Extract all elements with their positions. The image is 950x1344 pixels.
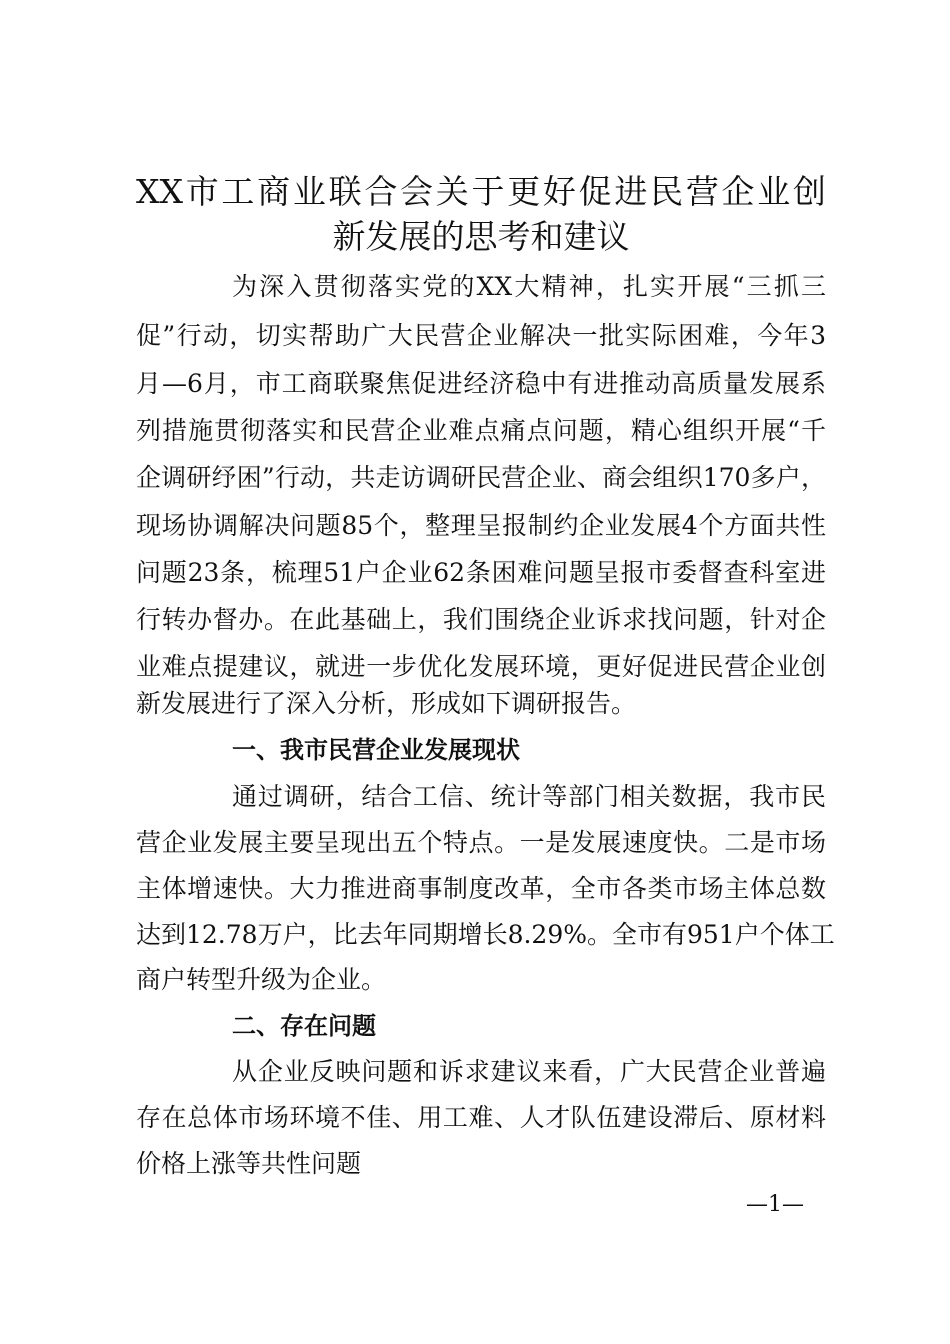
paragraph-line: 企调研纾困”行动，共走访调研民营企业、商会组织170多户， [136,463,826,492]
paragraph-line: 列措施贯彻落实和民营企业难点痛点问题，精心组织开展“千 [136,416,826,445]
paragraph-line: 新发展进行了深入分析，形成如下调研报告。 [136,689,637,718]
paragraph-line: 业难点提建议，就进一步优化发展环境，更好促进民营企业创 [136,652,826,681]
document-title-line-1: XX市工商业联合会关于更好促进民营企业创 [136,172,826,211]
paragraph-line: 现场协调解决问题85个，整理呈报制约企业发展4个方面共性 [136,511,826,540]
page-number: —1— [746,1192,804,1217]
paragraph-line: 为深入贯彻落实党的XX大精神，扎实开展“三抓三 [232,272,826,301]
paragraph-line: 主体增速快。大力推进商事制度改革，全市各类市场主体总数 [136,874,826,903]
paragraph-line: 营企业发展主要呈现出五个特点。一是发展速度快。二是市场 [136,828,826,857]
paragraph-line: 问题23条，梳理51户企业62条困难问题呈报市委督查科室进 [136,558,826,587]
paragraph-line: 通过调研，结合工信、统计等部门相关数据，我市民 [232,782,826,811]
paragraph-line: 月—6月，市工商联聚焦促进经济稳中有进推动高质量发展系 [136,369,826,398]
paragraph-line: 行转办督办。在此基础上，我们围绕企业诉求找问题，针对企 [136,605,826,634]
paragraph-line: 达到12.78万户，比去年同期增长8.29%。全市有951户个体工 [136,920,835,949]
paragraph-line: 价格上涨等共性问题 [136,1149,362,1178]
paragraph-line: 存在总体市场环境不佳、用工难、人才队伍建设滞后、原材料 [136,1103,826,1132]
document-title-line-2: 新发展的思考和建议 [332,217,630,256]
paragraph-line: 从企业反映问题和诉求建议来看，广大民营企业普遍 [232,1057,826,1086]
section-heading-2: 二、存在问题 [232,1012,376,1040]
section-heading-1: 一、我市民营企业发展现状 [232,736,520,764]
paragraph-line: 商户转型升级为企业。 [136,965,387,994]
paragraph-line: 促”行动，切实帮助广大民营企业解决一批实际困难，今年3 [136,321,826,350]
